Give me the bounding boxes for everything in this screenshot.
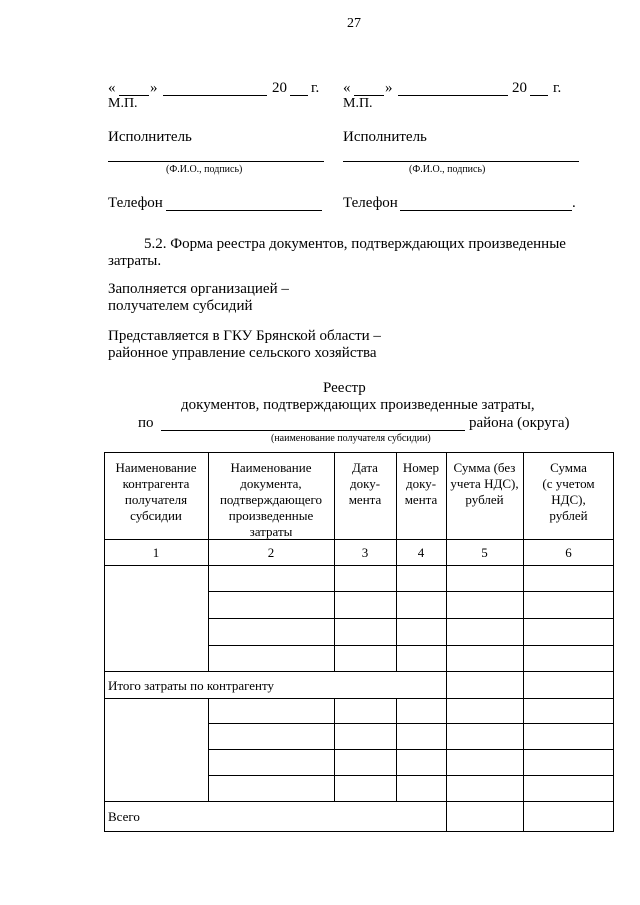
filled-by-line1: Заполняется организацией – xyxy=(108,281,289,297)
date-year: 20 xyxy=(512,80,527,96)
phone-line xyxy=(166,210,322,211)
date-open-quote: « xyxy=(108,80,116,96)
phone-label: Телефон xyxy=(343,195,398,211)
header-amount-without-vat xyxy=(446,460,523,508)
header-line: доку- xyxy=(405,476,437,491)
submitted-to-line1: Представляется в ГКУ Брянской области – xyxy=(108,328,381,344)
phone-line xyxy=(400,210,572,211)
header-line: рублей xyxy=(549,508,588,523)
executor-label: Исполнитель xyxy=(343,129,427,145)
registry-title: Реестр xyxy=(323,380,366,396)
header-line: Наименование xyxy=(115,460,197,475)
month-blank-line xyxy=(398,95,508,96)
header-line: Номер xyxy=(402,460,440,475)
header-line: произведенные xyxy=(228,508,314,523)
submitted-to-line2: районное управление сельского хозяйства xyxy=(108,345,377,361)
date-year-suffix: г. xyxy=(311,80,320,96)
date-close-quote: » xyxy=(150,80,158,96)
executor-label: Исполнитель xyxy=(108,129,192,145)
signature-caption: (Ф.И.О., подпись) xyxy=(409,164,486,175)
header-line: Дата xyxy=(352,460,378,475)
header-document-number xyxy=(396,460,446,508)
stamp-label: М.П. xyxy=(343,96,373,111)
header-line: субсидии xyxy=(130,508,182,523)
column-number: 6 xyxy=(565,545,572,560)
section-heading-line1: 5.2. Форма реестра документов, подтверждающих произведенные xyxy=(144,236,566,252)
header-line: затраты xyxy=(249,524,293,539)
page-number: 27 xyxy=(347,16,361,31)
signature-caption: (Ф.И.О., подпись) xyxy=(166,164,243,175)
header-line: мента xyxy=(404,492,438,507)
header-line: Сумма xyxy=(550,460,587,475)
date-close-quote: » xyxy=(385,80,393,96)
column-number: 3 xyxy=(361,545,369,560)
header-line: подтверждающего xyxy=(219,492,323,507)
phone-label: Телефон xyxy=(108,195,163,211)
signature-line xyxy=(343,161,579,162)
date-open-quote: « xyxy=(343,80,351,96)
column-number: 5 xyxy=(481,545,488,560)
header-line: Наименование xyxy=(230,460,312,475)
month-blank-line xyxy=(163,95,267,96)
header-line: НДС), xyxy=(551,492,586,507)
column-number: 1 xyxy=(152,545,160,560)
registry-by-prefix: по xyxy=(138,415,154,431)
header-line: (с учетом xyxy=(542,476,595,491)
header-line: получателя xyxy=(124,492,188,507)
header-counterparty xyxy=(104,460,208,524)
header-line: документа, xyxy=(240,476,302,491)
header-line: мента xyxy=(348,492,382,507)
date-year-suffix: г. xyxy=(553,80,562,96)
registry-table xyxy=(104,452,614,832)
header-line: Сумма (без xyxy=(453,460,516,475)
registry-subtitle: документов, подтверждающих произведенные затраты, xyxy=(181,397,535,413)
registry-caption: (наименование получателя субсидии) xyxy=(271,433,431,444)
registry-by-suffix: района (округа) xyxy=(469,415,570,431)
header-document-name xyxy=(208,460,334,540)
column-number: 2 xyxy=(267,545,275,560)
stamp-label: М.П. xyxy=(108,96,138,111)
subtotal-label: Итого затраты по контрагенту xyxy=(108,678,274,693)
signature-line xyxy=(108,161,324,162)
column-number: 4 xyxy=(417,545,425,560)
filled-by-line2: получателем субсидий xyxy=(108,298,253,314)
header-line: контрагента xyxy=(122,476,190,491)
date-year: 20 xyxy=(272,80,287,96)
year-blank-line xyxy=(530,95,548,96)
header-amount-with-vat xyxy=(523,460,614,524)
recipient-name-line xyxy=(161,430,465,431)
header-line: рублей xyxy=(465,492,504,507)
header-line: доку- xyxy=(349,476,381,491)
total-label: Всего xyxy=(108,809,140,824)
phone-end-period: . xyxy=(572,195,576,211)
header-document-date xyxy=(334,460,396,508)
header-line: учета НДС), xyxy=(450,476,519,491)
section-heading-line2: затраты. xyxy=(108,253,162,269)
year-blank-line xyxy=(290,95,308,96)
